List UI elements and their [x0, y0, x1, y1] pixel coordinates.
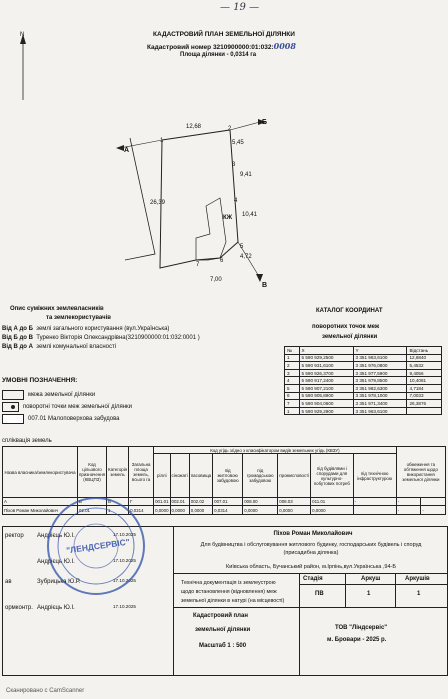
dim-4-5: 10,41 — [242, 212, 258, 218]
table-row: 6 5 590 905,8900 3 351 978,1000 7,0033 — [285, 392, 442, 400]
point-5: 5 — [240, 244, 244, 250]
sign-date: 17.10.2025 — [113, 558, 136, 563]
city-year: м. Бровари - 2025 р. — [327, 637, 387, 643]
dim-6-7: 7,00 — [210, 277, 222, 283]
table-row: 2 5 590 931,6100 3 351 976,0800 5,4532 — [285, 362, 442, 370]
sheets-label: Аркушів — [405, 576, 430, 582]
dim-5-6: 4,72 — [240, 254, 252, 260]
legend: межа земельної ділянки поворотні точки меж земельної ділянки 007.01 Малоповерхова забудова — [2, 390, 132, 424]
sheet-label: Аркуш — [361, 576, 381, 582]
sign-date: 17.10.2025 — [113, 604, 136, 609]
explication-title: спліквація земель — [2, 438, 52, 444]
scale: Масштаб 1 : 500 — [199, 643, 247, 649]
letter-b: Б — [262, 119, 268, 126]
point-4: 4 — [234, 198, 238, 204]
catalog-title: КАТАЛОГ КООРДИНАТ — [316, 308, 383, 314]
neighbors-subtitle: та землекористувачів — [46, 315, 111, 321]
point-1: 1 — [160, 138, 164, 144]
table-row: 5 5 590 907,2100 3 351 982,6300 4,7184 — [285, 384, 442, 392]
page-number: — 19 — — [220, 2, 260, 13]
catalog-subtitle: поворотних точок меж — [312, 324, 380, 330]
point-6: 6 — [220, 258, 224, 264]
area-label: Площа ділянки - 0,0314 га — [180, 52, 257, 58]
page-title: КАДАСТРОВИЙ ПЛАН ЗЕМЕЛЬНОЇ ДІЛЯНКИ — [153, 31, 295, 38]
purpose-note: (присадибна ділянка) — [283, 550, 339, 556]
letter-v: В — [262, 282, 268, 289]
stamp-text: "ЛЕНДСЕРВІС" — [65, 536, 131, 556]
sign-date: 17.10.2025 — [113, 578, 136, 583]
dim-1-2: 12,68 — [186, 124, 202, 130]
sign-name: Андрієць Ю.І. — [37, 533, 75, 539]
table-row: 7 5 590 904,0600 3 351 971,3400 26,3876 — [285, 400, 442, 408]
north-label: N — [20, 32, 25, 38]
table-row: 4 5 590 917,2400 3 351 979,8500 10,4081 — [285, 377, 442, 385]
doc-desc-2: щодо встановлення (відновлення) меж — [181, 589, 277, 595]
point-7: 7 — [196, 262, 200, 268]
table-row: 3 5 590 926,3700 3 351 977,5900 9,4056 — [285, 369, 442, 377]
building-label: КЖ — [223, 215, 233, 221]
sheet-value: 1 — [367, 591, 371, 597]
legend-point-icon — [2, 402, 19, 412]
point-2: 2 — [228, 126, 232, 132]
table-row: Піхов Роман Миколайович 02.01 1 0,0314 0,0000 0,0000 0,0000 0,0314 0,0000 0,0000 0,0000 - - — [3, 506, 446, 515]
sign-role: ормконтр. — [5, 605, 33, 611]
sign-name: Андрієць Ю.І. — [37, 605, 75, 611]
plan-title: Кадастровий план — [193, 613, 248, 619]
table-row: 1 5 590 929,2900 3 351 963,6100 — [285, 407, 442, 415]
point-3: 3 — [232, 162, 236, 168]
dim-3-4: 9,41 — [240, 172, 252, 178]
dim-2-3: 5,45 — [232, 140, 244, 146]
purpose: Для будівництва і обслуговування житлового будинку, господарських будівель і споруд — [200, 542, 422, 548]
explication-table: Назва власника/землекористувача Код цільового призначення (КВЦПЗ) Категорія земель Загальна площа земель, всього га Код угідь згідно з класифікатором видів земельних угідь (КВЗУ) обмеження та обтяження щодо використання земельної ділянки ріллі сіножаті пасовища під житловою забудовою під громадською забудовою промисловості під будівлями і спорудами для культурно-побутових потреб під технічною інфраструктурою А Б В Г 001.01 002.01 002.02 007.01 008.00 008.03 011.01 - - Піхов Роман Миколайович 02.01 1 0,0314 0,0000 0,0000 0,0000 0,0314 0,0000 0,0000 0,0000 - - — [2, 446, 446, 515]
stage-value: ПВ — [315, 591, 324, 597]
plan-subtitle: земельної ділянки — [195, 627, 251, 633]
table-row: 1 5 590 929,2500 3 351 963,6100 12,6840 — [285, 354, 442, 362]
legend-building-icon — [2, 414, 24, 424]
scanner-watermark: Сканировано с CamScanner — [6, 688, 85, 694]
catalog-subtitle-2: земельної ділянки — [322, 334, 378, 340]
sign-name: Андрієць Ю.І. — [37, 559, 75, 565]
sign-role: ректор — [5, 533, 24, 539]
table-row: А Б В Г 001.01 002.01 002.02 007.01 008.00 008.03 011.01 - - — [3, 498, 446, 506]
cadastral-number: Кадастровий номер 3210900000:01:032:0008 — [147, 41, 296, 51]
coordinates-table: № X Y Відстань 1 5 590 929,2500 3 351 963,6100 12,6840 2 5 590 931,6100 3 351 976,0800 5,4532 3 5 590 926,3700 3 351 977,5900 9,4056 4 5 590 917,2400 3 351 979,8500 10,4081 5 5 590 907,2100 3 351 982,6300 4,7184 6 5 590 905,8900 3 351 978,1000 7,0033 7 5 590 904,0600 3 351 971,3400 26,3876 1 5 590 929,2900 3 351 963,6100 — [284, 346, 442, 415]
owner-name: Піхов Роман Миколайович — [273, 531, 353, 537]
neighbors-title: Опис суміжних землевласників — [10, 306, 104, 312]
dim-7-1: 26,39 — [150, 200, 166, 206]
company-name: ТОВ "Ліндсервіс" — [335, 625, 388, 631]
stage-label: Стадія — [303, 576, 323, 582]
legend-title: УМОВНІ ПОЗНАЧЕННЯ: — [2, 377, 78, 384]
sign-name: Зубрицька Ю.Р. — [37, 579, 81, 585]
doc-desc-3: земельної ділянки в натурі (на місцевості) — [181, 598, 285, 604]
north-arrow-icon — [8, 30, 38, 110]
sheets-value: 1 — [417, 591, 421, 597]
letter-a: А — [124, 147, 130, 154]
neighbors-list: Від А до Б землі загального користування (вул.Українська) Від Б до В Туренко Вікторія Олександрівна(3210900000:01:032:0001 ) Від В до А землі комунальної власності — [2, 326, 200, 350]
legend-boundary-icon — [2, 390, 24, 400]
address: Київська область, Бучанський район, м.Ірпінь,вул.Українська ,94-Б — [226, 564, 396, 570]
sign-role: ав — [5, 579, 12, 585]
plot-drawing — [110, 110, 280, 290]
sign-date: 17.10.2025 — [113, 532, 136, 537]
doc-desc-1: Технічна документація із землеустрою — [181, 580, 276, 586]
